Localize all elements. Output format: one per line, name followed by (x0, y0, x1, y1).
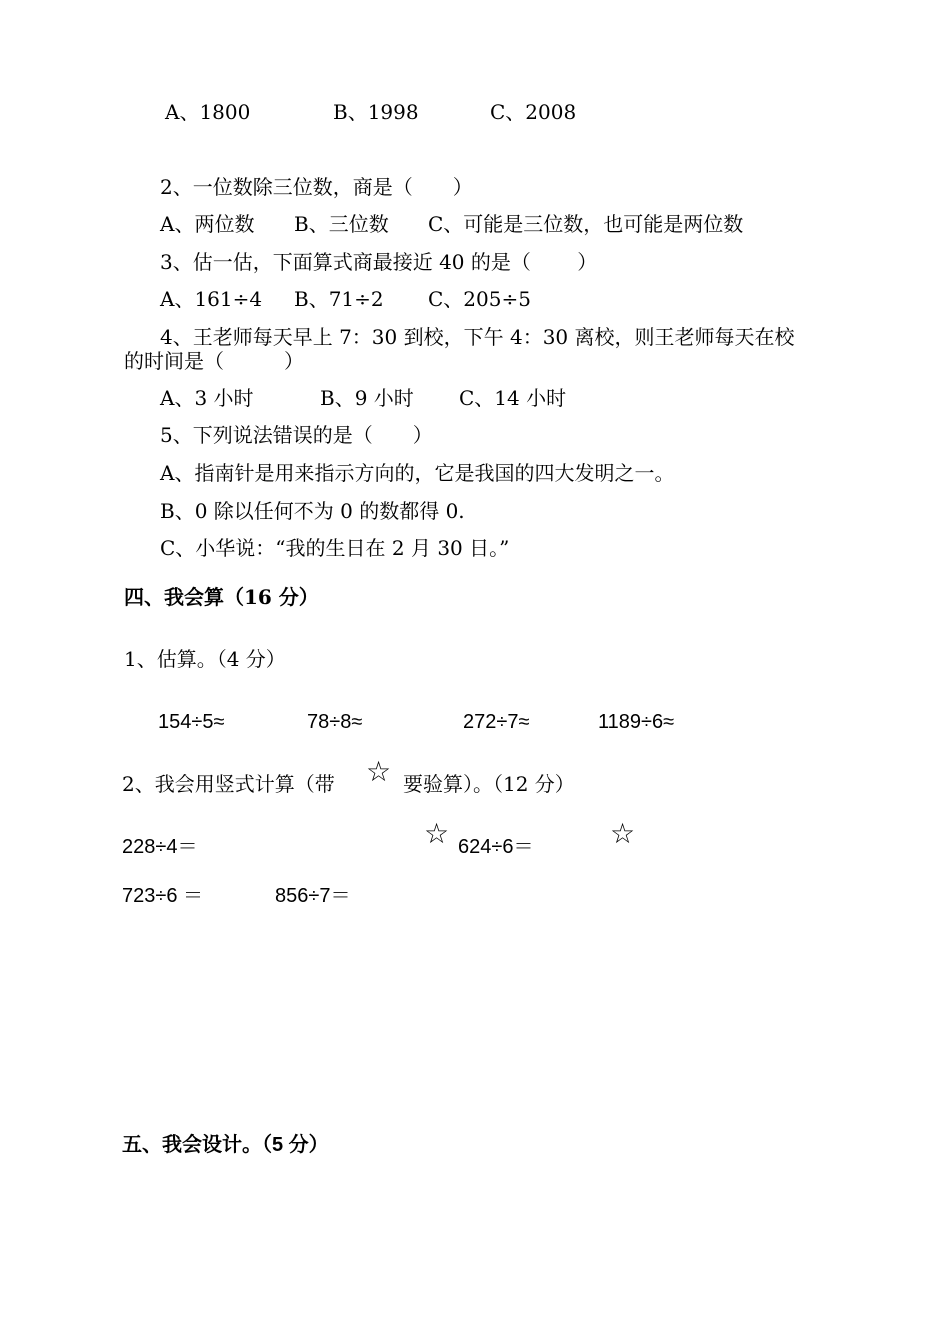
star-icon: ☆ (610, 817, 636, 850)
q4-option-b: B、9 小时 (320, 386, 414, 410)
q5-stem: 5、下列说法错误的是（ ） (160, 423, 433, 447)
star-icon: ☆ (424, 817, 450, 850)
q4-stem-line2: 的时间是（ ） (124, 349, 304, 373)
q2-stem: 2、一位数除三位数，商是（ ） (160, 175, 473, 199)
q2-option-a: A、两位数 (160, 212, 255, 236)
calc-item: 856÷7＝ (275, 885, 351, 907)
q2-option-c: C、可能是三位数，也可能是两位数 (428, 212, 744, 236)
q4-stem-line1: 4、王老师每天早上 7：30 到校，下午 4：30 离校，则王老师每天在校 (160, 325, 795, 349)
estimate-item: 272÷7≈ (463, 711, 530, 733)
q5-option-c: C、小华说：“我的生日在 2 月 30 日。” (160, 536, 510, 560)
q1-option-c: C、2008 (490, 100, 577, 124)
estimate-item: 1189÷6≈ (598, 711, 675, 733)
q1-option-a: A、1800 (165, 100, 251, 124)
estimate-item: 78÷8≈ (307, 711, 363, 733)
section4-sub2-before: 2、我会用竖式计算（带 (122, 772, 335, 796)
q1-option-b: B、1998 (333, 100, 419, 124)
q3-stem: 3、估一估，下面算式商最接近 40 的是（ ） (160, 250, 598, 274)
q2-option-b: B、三位数 (294, 212, 389, 236)
q3-option-a: A、161÷4 (160, 287, 263, 311)
section5-title: 五、我会设计。（5 分） (122, 1134, 329, 1156)
q3-option-c: C、205÷5 (428, 287, 531, 311)
q4-option-a: A、3 小时 (160, 386, 254, 410)
q3-option-b: B、71÷2 (294, 287, 384, 311)
calc-item: 723÷6 ＝ (122, 885, 204, 907)
estimate-item: 154÷5≈ (158, 711, 225, 733)
section4-sub1: 1、估算。（4 分） (124, 647, 286, 671)
section4-title: 四、我会算（16 分） (124, 585, 319, 609)
section4-sub2-after: 要验算）。（12 分） (403, 772, 575, 796)
calc-item: 228÷4＝ (122, 836, 198, 858)
q5-option-b: B、0 除以任何不为 0 的数都得 0. (160, 499, 465, 523)
q5-option-a: A、指南针是用来指示方向的，它是我国的四大发明之一。 (160, 461, 675, 485)
calc-item: 624÷6＝ (458, 836, 534, 858)
star-icon: ☆ (366, 755, 392, 788)
q4-option-c: C、14 小时 (459, 386, 567, 410)
